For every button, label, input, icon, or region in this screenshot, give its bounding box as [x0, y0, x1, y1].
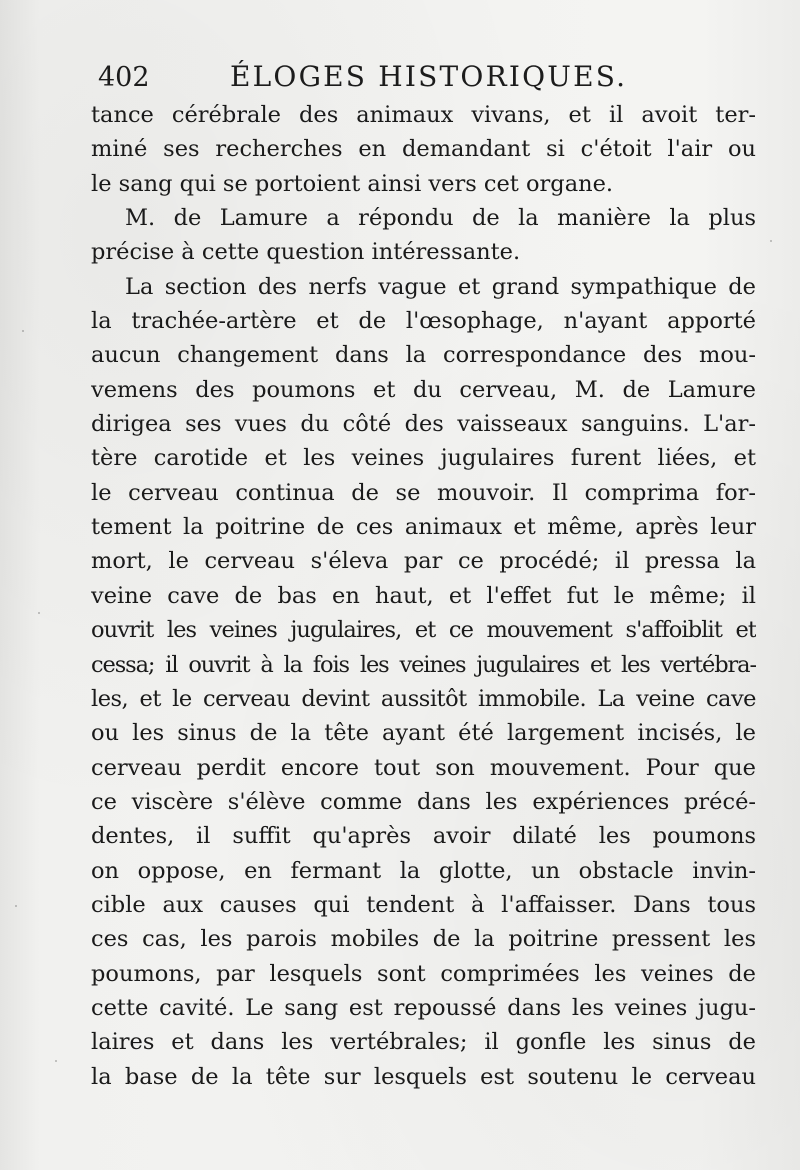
text-line: veine cave de bas en haut, et l'effet fut le même; il — [91, 582, 756, 609]
text-line: laires et dans les vertébrales; il gonfle les sinus de — [91, 1029, 756, 1056]
text-line: dentes, il suffit qu'après avoir dilaté les poumons — [91, 823, 756, 850]
text-line: on oppose, en fermant la glotte, un obstacle invin- — [91, 857, 756, 884]
text-line: cette cavité. Le sang est repoussé dans les veines jugu- — [91, 994, 756, 1021]
text-line: ou les sinus de la tête ayant été largement incisés, le — [91, 720, 756, 747]
paper-speck — [15, 905, 17, 907]
text-line: cible aux causes qui tendent à l'affaisser. Dans tous — [91, 891, 756, 918]
text-line: ce viscère s'élève comme dans les expériences précé- — [91, 788, 756, 815]
text-line: mort, le cerveau s'éleva par ce procédé; il pressa la — [91, 548, 756, 575]
text-line: miné ses recherches en demandant si c'étoit l'air ou — [91, 136, 756, 163]
text-line: tère carotide et les veines jugulaires furent liées, et — [91, 445, 756, 472]
page-header — [98, 60, 738, 96]
text-line: le sang qui se portoient ainsi vers cet organe. — [91, 170, 614, 197]
text-line: poumons, par lesquels sont comprimées les veines de — [91, 960, 756, 987]
text-line: vemens des poumons et du cerveau, M. de Lamure — [91, 376, 756, 403]
page-number: 402 — [98, 62, 150, 93]
text-line: le cerveau continua de se mouvoir. Il comprima for- — [91, 479, 756, 506]
body-text — [91, 98, 756, 1094]
text-line: ouvrit les veines jugulaires, et ce mouvement s'affoiblit et — [91, 617, 756, 644]
text-line: les, et le cerveau devint aussitôt immobile. La veine cave — [91, 685, 756, 712]
text-line: La section des nerfs vague et grand sympathique de — [125, 273, 756, 300]
paper-speck — [55, 1060, 57, 1062]
text-line: précise à cette question intéressante. — [91, 239, 521, 266]
text-line: M. de Lamure a répondu de la manière la plus — [125, 205, 756, 232]
text-line: tement la poitrine de ces animaux et même, après leur — [91, 514, 756, 541]
text-line: cerveau perdit encore tout son mouvement. Pour que — [91, 754, 756, 781]
text-line: la base de la tête sur lesquels est soutenu le cerveau — [91, 1063, 756, 1090]
paper-speck — [38, 612, 40, 614]
text-line: ces cas, les parois mobiles de la poitrine pressent les — [91, 926, 756, 953]
text-line: cessa; il ouvrit à la fois les veines jugulaires et les vertébra- — [91, 651, 756, 678]
text-line: dirigea ses vues du côté des vaisseaux sanguins. L'ar- — [91, 411, 756, 438]
text-line: tance cérébrale des animaux vivans, et il avoit ter- — [91, 102, 756, 128]
text-line: aucun changement dans la correspondance des mou- — [91, 342, 756, 369]
running-head: ÉLOGES HISTORIQUES. — [230, 60, 628, 93]
text-line: la trachée-artère et de l'œsophage, n'ayant apporté — [91, 308, 756, 335]
paper-speck — [22, 330, 24, 332]
paper-speck — [770, 240, 772, 242]
